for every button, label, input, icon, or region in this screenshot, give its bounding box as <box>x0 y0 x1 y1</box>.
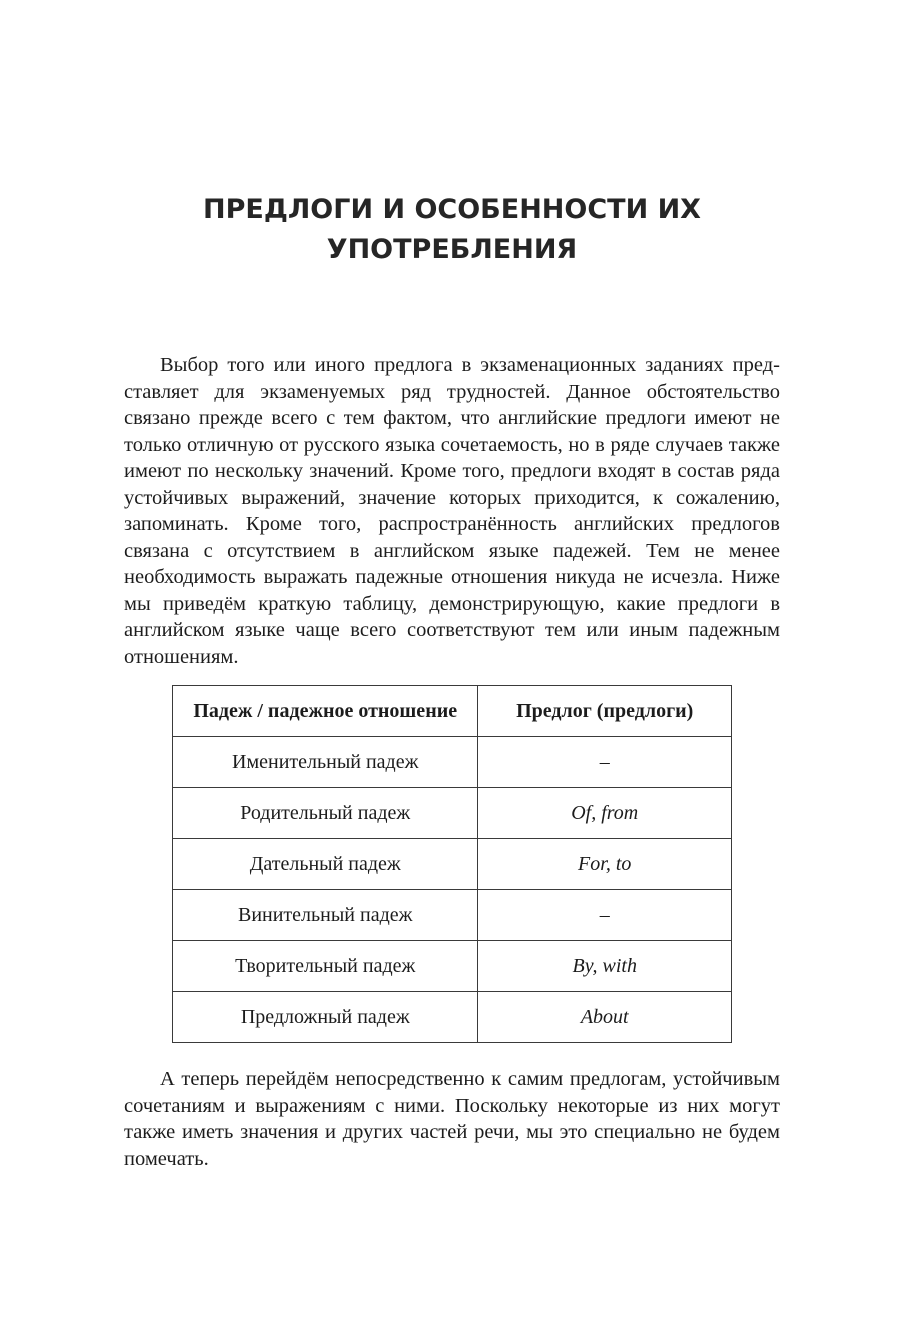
case-cell: Творительный падеж <box>173 941 478 992</box>
table-row <box>173 788 732 839</box>
table-row <box>173 839 732 890</box>
table-header-row <box>173 686 732 737</box>
closing-paragraph: А теперь перейдём непосредственно к самим предлогам, устойчивым сочетаниям и выражениям с ними. Поскольку некоторые из них могут также иметь значения и других частей речи, мы это специально не будем помечать. <box>124 1068 780 1170</box>
table-row <box>173 992 732 1043</box>
header-case: Падеж / падежное отношение <box>173 686 478 737</box>
preposition-cell: Of, from <box>478 788 732 839</box>
preposition-cell: – <box>478 737 732 788</box>
table-row <box>173 941 732 992</box>
preposition-cell: About <box>478 992 732 1043</box>
page-title <box>0 190 904 270</box>
table-row <box>173 890 732 941</box>
page-title-line-1: ПРЕДЛОГИ И ОСОБЕННОСТИ ИХ <box>203 194 701 225</box>
preposition-cell: – <box>478 890 732 941</box>
case-preposition-table <box>172 685 732 1043</box>
header-preposition: Предлог (предлоги) <box>478 686 732 737</box>
case-cell: Именительный падеж <box>173 737 478 788</box>
case-cell: Винительный падеж <box>173 890 478 941</box>
table-row <box>173 737 732 788</box>
intro-paragraph: Выбор того или иного предлога в экзаменационных заданиях представляет для экзаменуемых ряд трудностей. Данное обстоятельство связано прежде всего с тем фактом, что английские предлоги имеют не только отличную от русского языка сочетаемость, но в ряде случаев также имеют по нескольку значений. Кроме того, предлоги входят в состав ряда устойчивых выражений, значение которых приходится, к сожалению, запоминать. Кроме того, распространённость английских предлогов связана с отсутствием в английском языке падежей. Тем не менее необходимость выражать падежные отношения никуда не исчезла. Ниже мы приведём краткую таблицу, демонстрирующую, какие предлоги в английском языке чаще всего соответствуют тем или иным падежным отношениям. <box>124 354 780 668</box>
case-cell: Дательный падеж <box>173 839 478 890</box>
preposition-cell: For, to <box>478 839 732 890</box>
page-title-line-2: УПОТРЕБЛЕНИЯ <box>326 234 578 265</box>
case-cell: Родительный падеж <box>173 788 478 839</box>
case-cell: Предложный падеж <box>173 992 478 1043</box>
preposition-cell: By, with <box>478 941 732 992</box>
